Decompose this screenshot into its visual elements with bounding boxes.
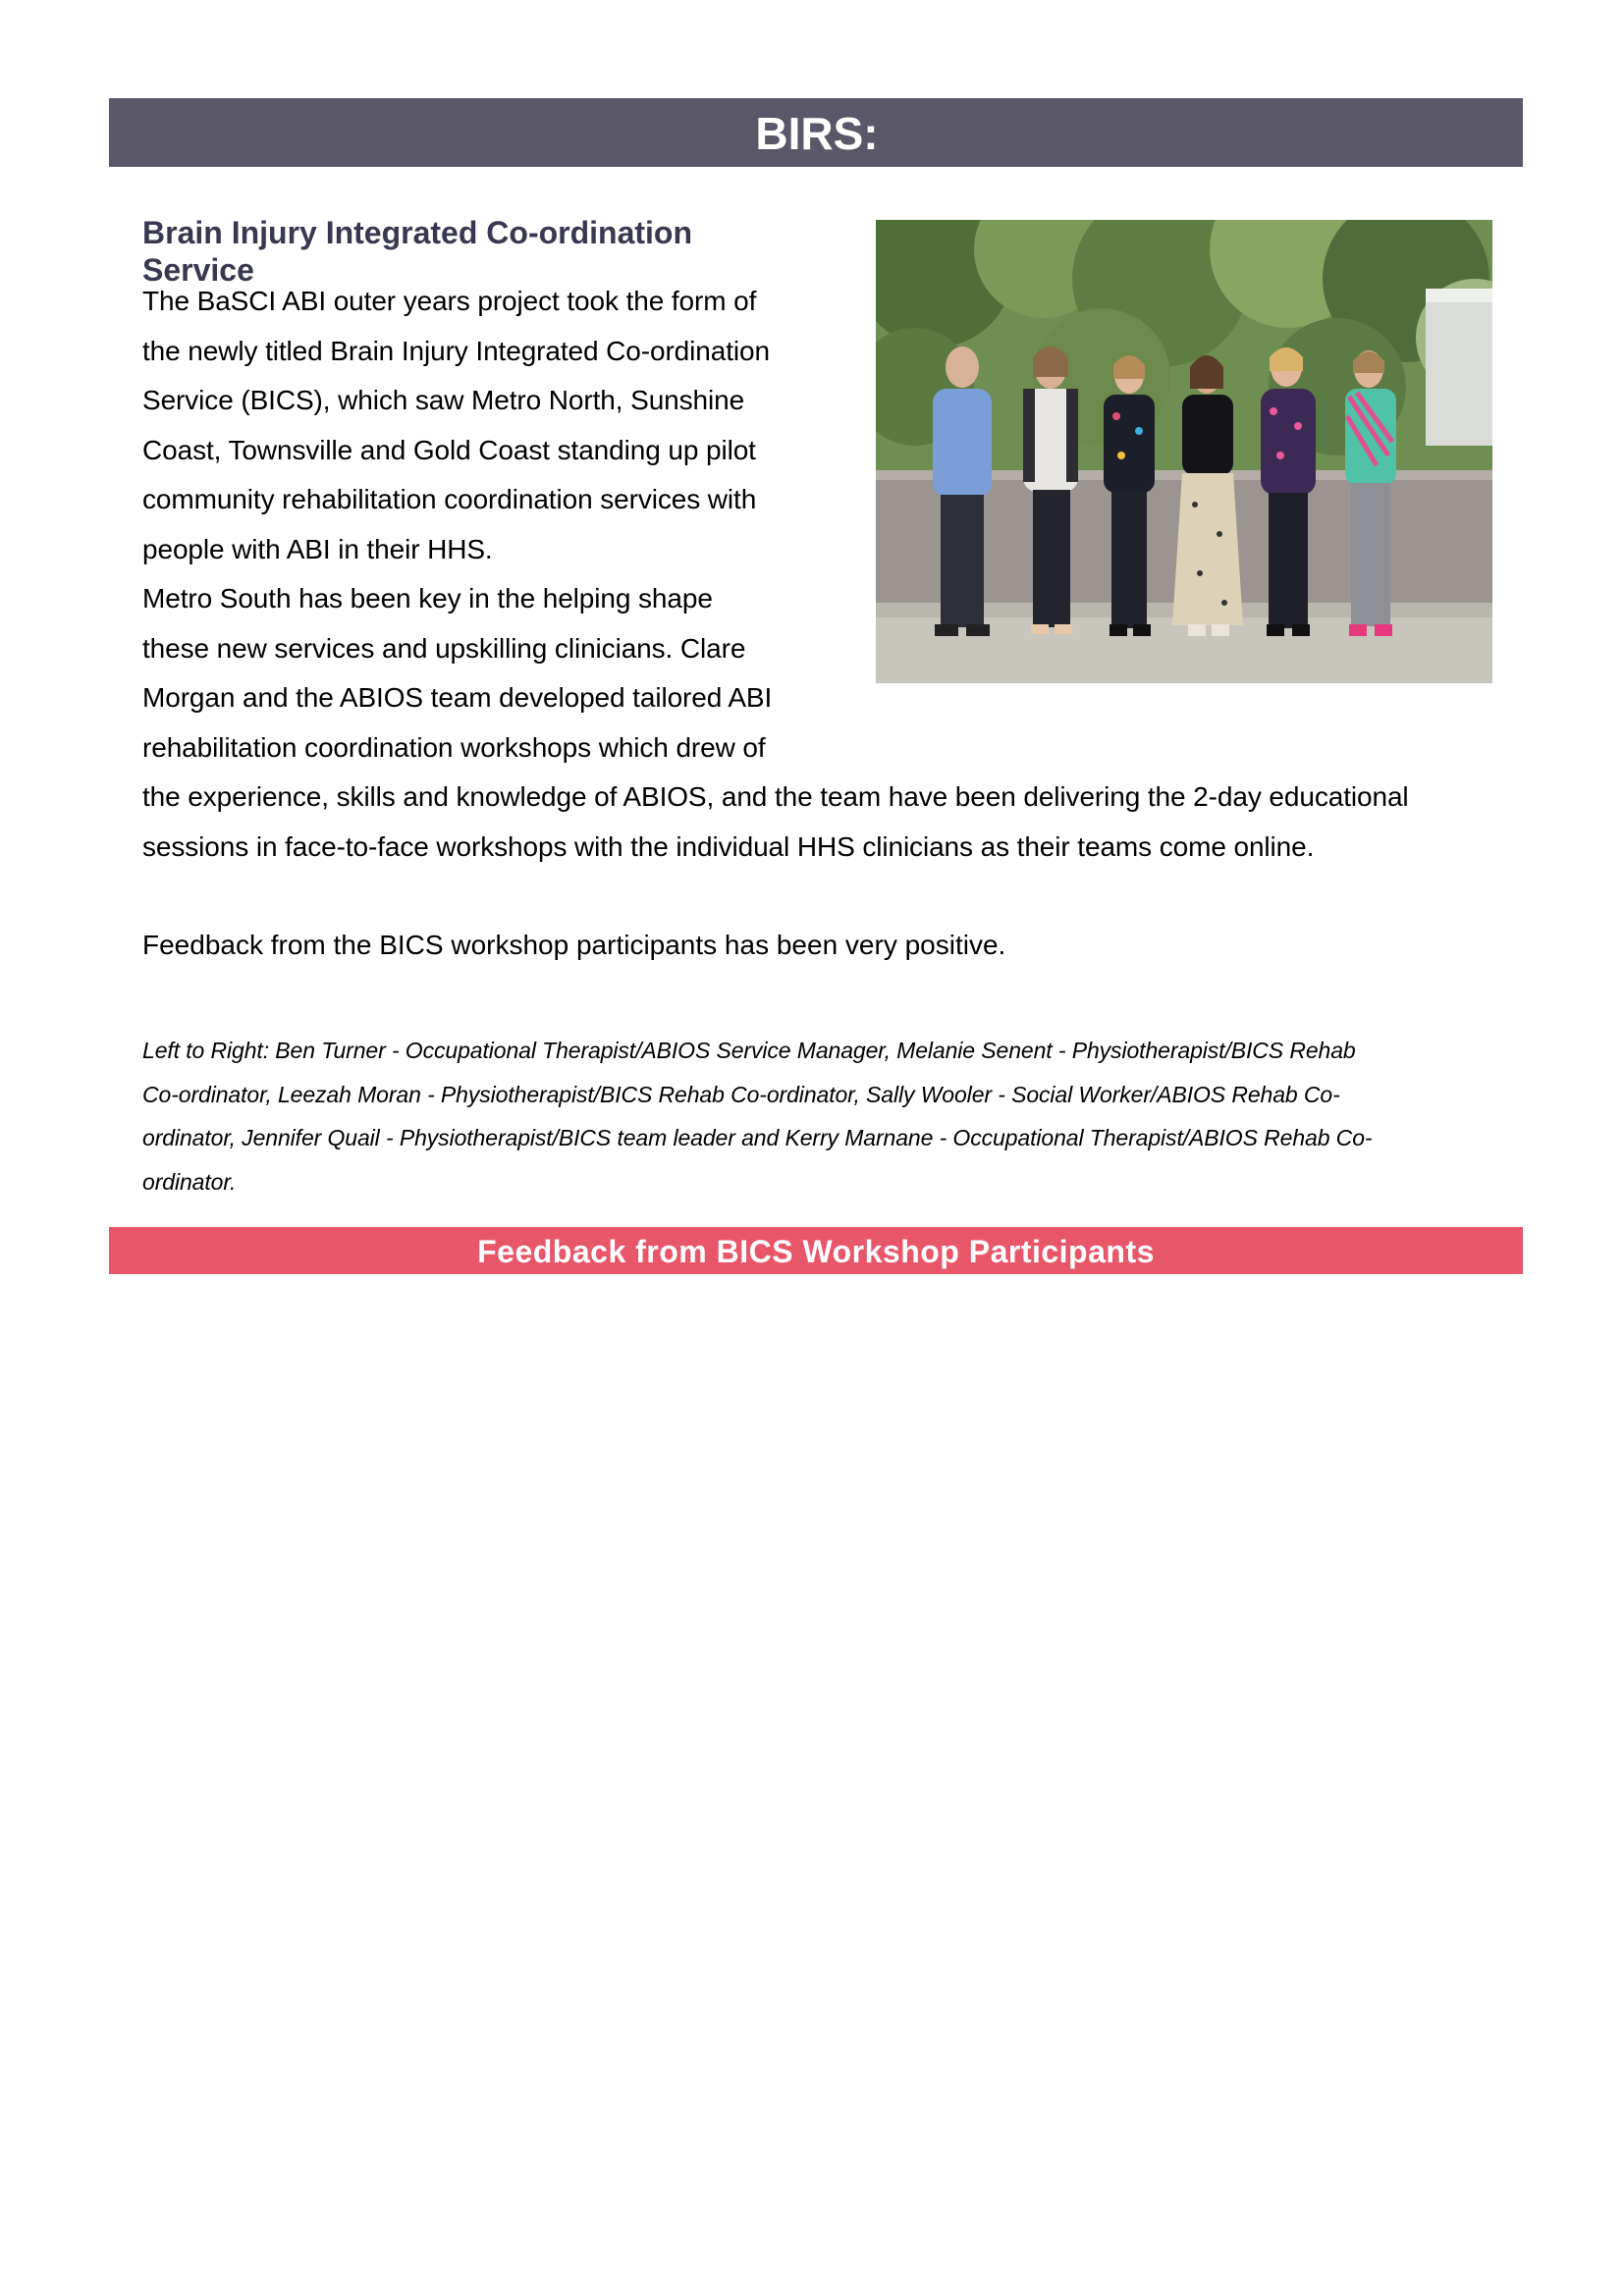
paragraph-line: Morgan and the ABIOS team developed tailored ABI	[142, 682, 773, 713]
page-title: BIRS:	[755, 108, 879, 159]
page-header-bar	[109, 98, 1523, 167]
section-heading: Brain Injury Integrated Co-ordination Service	[142, 215, 693, 288]
feedback-section-title: Feedback from BICS Workshop Participants	[477, 1234, 1155, 1269]
paragraph-line: Service (BICS), which saw Metro North, Sunshine	[142, 385, 745, 415]
group-photo	[876, 220, 1492, 683]
caption-line: ordinator.	[142, 1168, 237, 1195]
paragraph-line: these new services and upskilling clinicians. Clare	[142, 632, 746, 664]
paragraph-line: rehabilitation coordination workshops which drew of	[142, 731, 766, 763]
caption-line: Left to Right: Ben Turner - Occupational Therapist/ABIOS Service Manager, Melanie Senent - Physiotherapist/BICS Rehab	[142, 1038, 1356, 1063]
caption-line: Co-ordinator, Leezah Moran - Physiotherapist/BICS Rehab Co-ordinator, Sally Wooler - Social Worker/ABIOS Rehab Co-	[142, 1081, 1340, 1107]
paragraph-line: the newly titled Brain Injury Integrated Co-ordination	[142, 335, 770, 366]
paragraph-line: Metro South has been key in the helping shape	[142, 583, 713, 614]
paragraph-line: The BaSCI ABI outer years project took the form of	[142, 286, 757, 316]
photo-caption	[142, 1029, 1517, 1203]
paragraph-line: the experience, skills and knowledge of ABIOS, and the team have been delivering the 2-day educational	[142, 781, 1409, 812]
paragraph-line: sessions in face-to-face workshops with the individual HHS clinicians as their teams come online.	[142, 830, 1315, 862]
feedback-section-bar	[109, 1227, 1523, 1274]
paragraph-line: Coast, Townsville and Gold Coast standing up pilot	[142, 434, 756, 465]
paragraph-line: people with ABI in their HHS.	[142, 533, 493, 564]
caption-line: ordinator, Jennifer Quail - Physiotherapist/BICS team leader and Kerry Marnane - Occupational Therapist/ABIOS Rehab Co-	[142, 1125, 1373, 1150]
feedback-sentence: Feedback from the BICS workshop participants has been very positive.	[142, 930, 1006, 960]
body-paragraph-wide	[142, 773, 1532, 872]
body-paragraph-narrow	[142, 277, 830, 773]
paragraph-line: community rehabilitation coordination services with	[142, 484, 757, 514]
